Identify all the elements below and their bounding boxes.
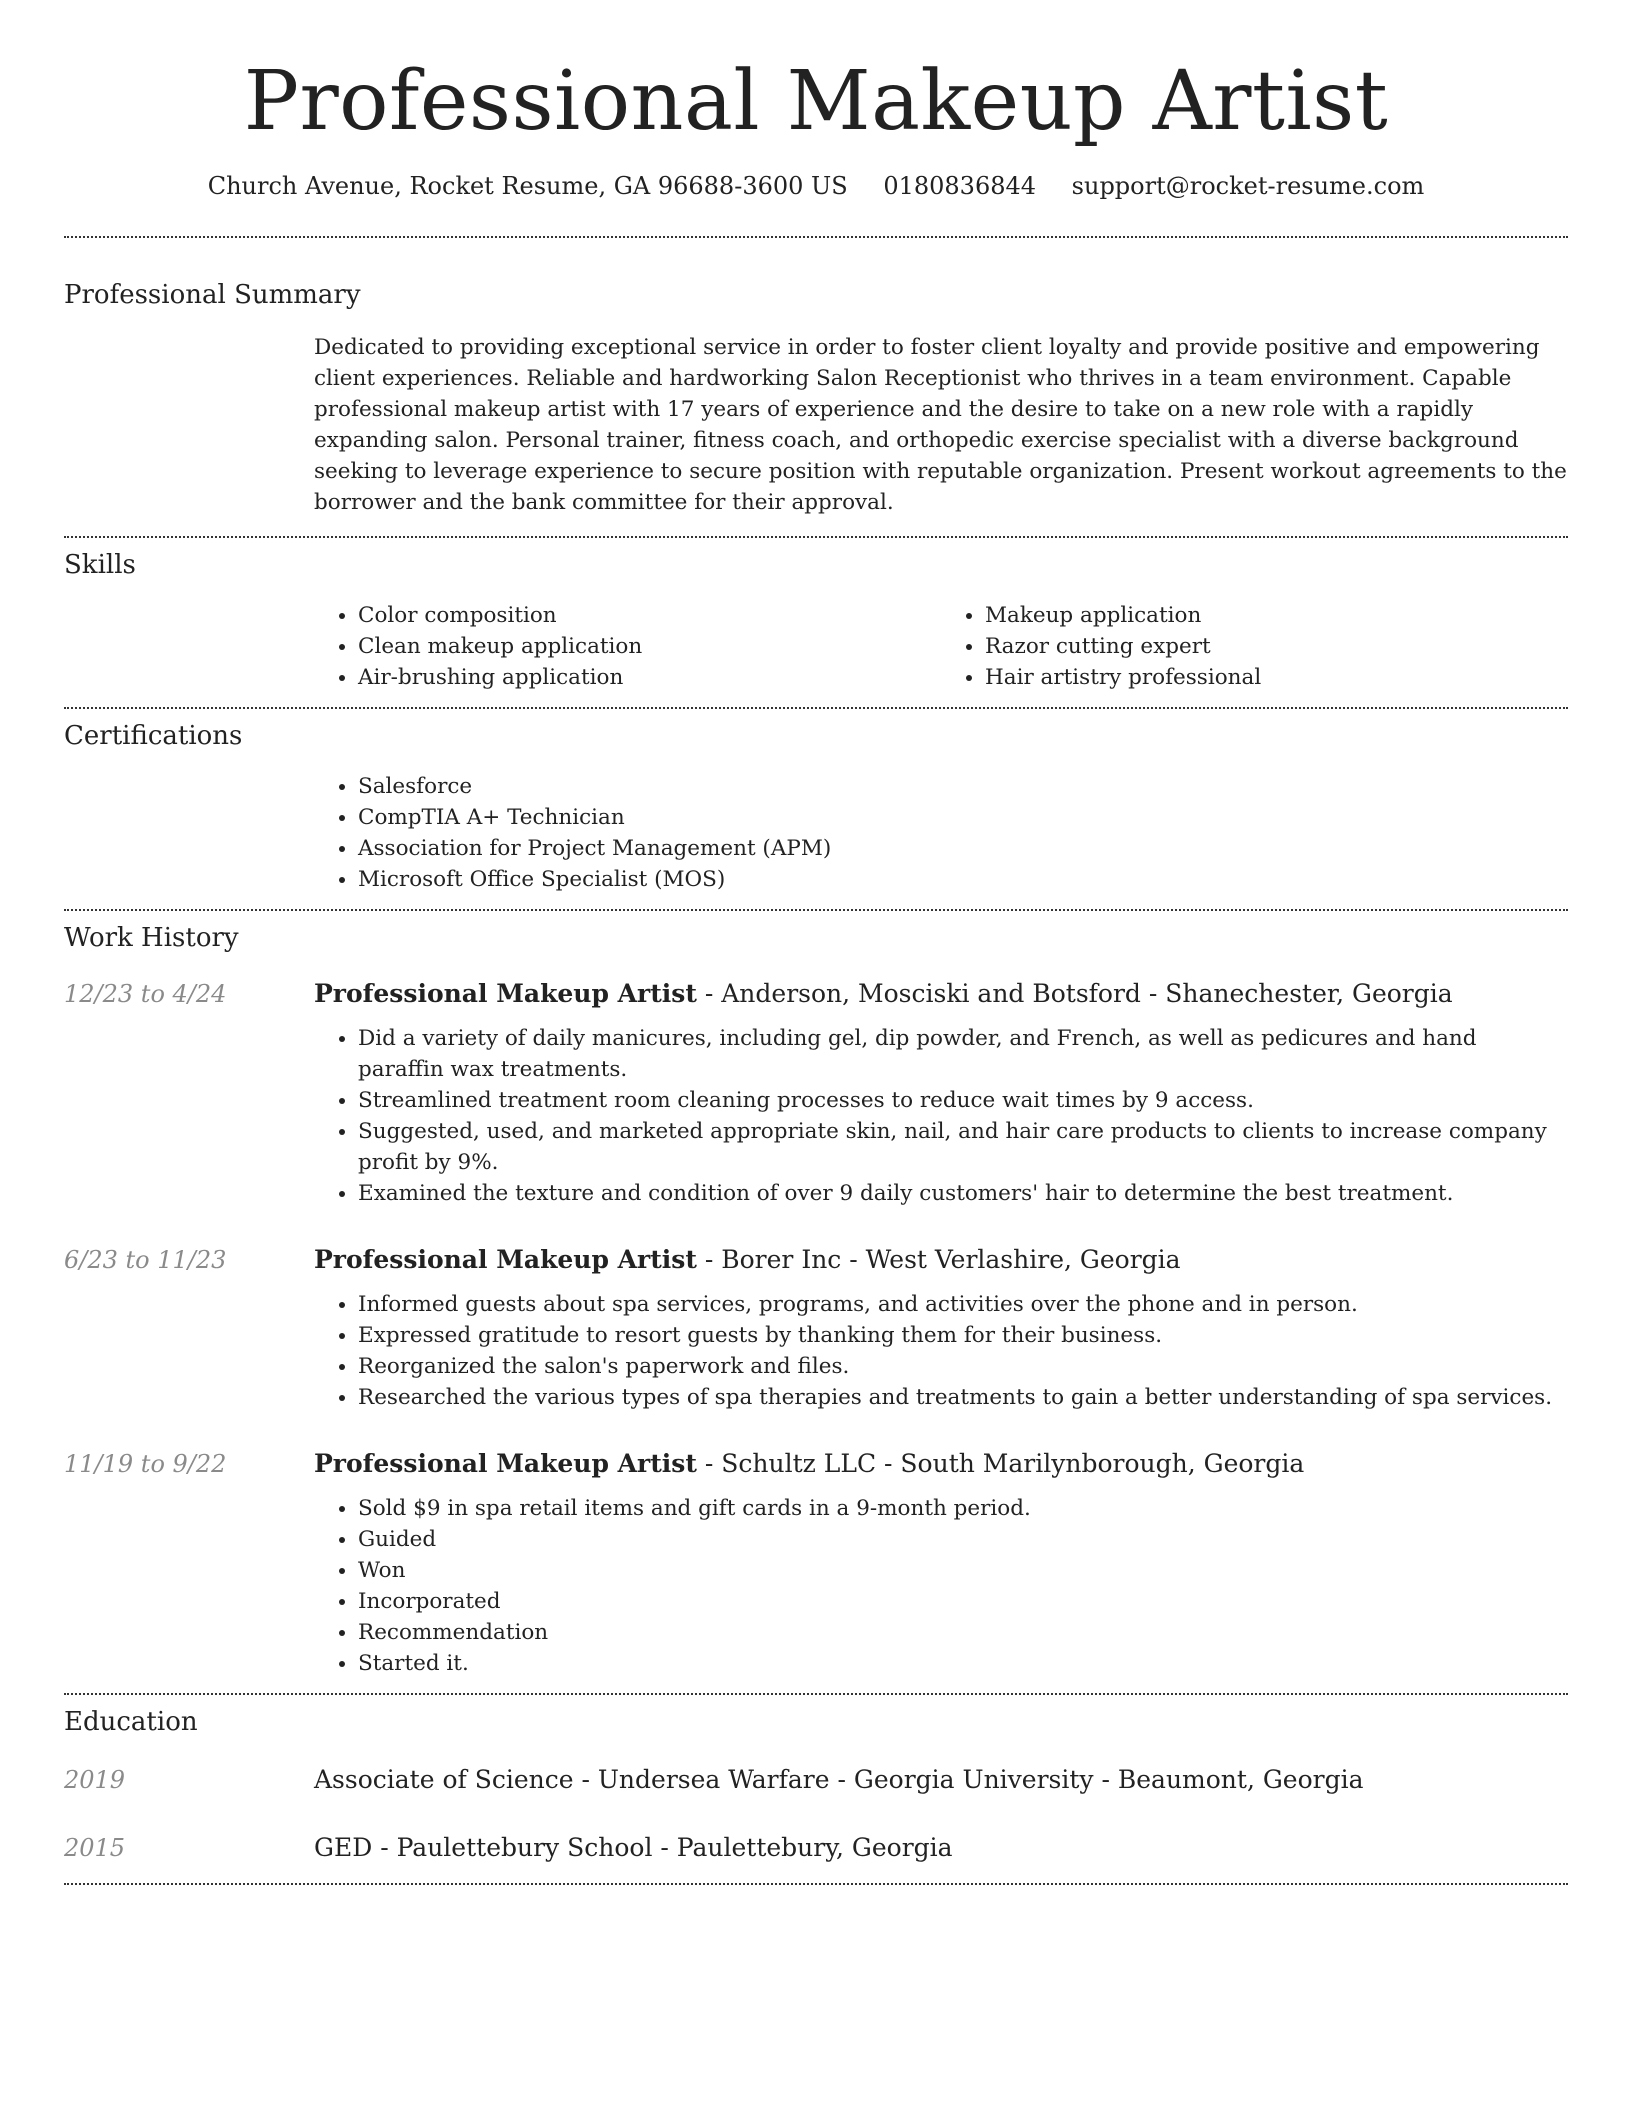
job-bullet: • Examined the texture and condition of over 9 daily customers' hair to determine the best treatment.	[358, 1178, 1568, 1209]
skills-section	[64, 538, 1568, 707]
skill-item: • Hair artistry professional	[985, 662, 1568, 693]
certification-item: • Microsoft Office Specialist (MOS)	[358, 864, 1568, 895]
job-bullet: • Won	[358, 1555, 1568, 1586]
education-entry	[64, 1763, 1568, 1797]
job-bullets	[314, 1023, 1568, 1209]
contact-email: support@rocket-resume.com	[1071, 172, 1425, 200]
certification-item: • CompTIA A+ Technician	[358, 802, 1568, 833]
candidate-name: Professional Makeup Artist	[243, 54, 1389, 149]
skills-list-left	[314, 600, 941, 693]
job-bullet: • Researched the various types of spa therapies and treatments to gain a better understanding of spa services.	[358, 1382, 1568, 1413]
job-bullet: • Did a variety of daily manicures, including gel, dip powder, and French, as well as pedicures and hand paraffin wax treatments.	[358, 1023, 1568, 1085]
job-bullet: • Started it.	[358, 1648, 1568, 1679]
contact-address: Church Avenue, Rocket Resume, GA 96688-3600 US	[207, 172, 848, 200]
education-entry	[64, 1831, 1568, 1865]
certifications-section	[64, 709, 1568, 909]
education-year: 2015	[64, 1834, 126, 1862]
section-title-skills: Skills	[64, 550, 136, 580]
job-bullet: • Suggested, used, and marketed appropriate skin, nail, and hair care products to clients to increase company profit by 9%.	[358, 1116, 1568, 1178]
certification-item: • Salesforce	[358, 771, 1568, 802]
divider	[64, 1883, 1568, 1885]
skill-item: • Makeup application	[985, 600, 1568, 631]
job-entry	[64, 977, 1568, 1209]
job-role: Professional Makeup Artist	[314, 1449, 697, 1478]
education-section	[64, 1695, 1568, 1883]
job-details: - Schultz LLC - South Marilynborough, Georgia	[696, 1449, 1305, 1478]
job-entry	[64, 1447, 1568, 1679]
section-title-certifications: Certifications	[64, 721, 243, 751]
education-text: GED - Paulettebury School - Paulettebury, Georgia	[314, 1833, 953, 1862]
skill-item: • Clean makeup application	[358, 631, 941, 662]
job-details: - Anderson, Mosciski and Botsford - Shanechester, Georgia	[696, 979, 1453, 1008]
job-dates: 6/23 to 11/23	[64, 1246, 227, 1274]
job-dates: 12/23 to 4/24	[64, 980, 227, 1008]
job-bullet: • Informed guests about spa services, programs, and activities over the phone and in person.	[358, 1289, 1568, 1320]
job-bullets	[314, 1493, 1568, 1679]
skills-list-right	[941, 600, 1568, 693]
job-entry	[64, 1243, 1568, 1413]
summary-section	[64, 238, 1568, 536]
certifications-list	[314, 771, 1568, 895]
job-details: - Borer Inc - West Verlashire, Georgia	[696, 1245, 1181, 1274]
job-role: Professional Makeup Artist	[314, 1245, 697, 1274]
section-title-summary: Professional Summary	[64, 280, 361, 310]
certification-item: • Association for Project Management (APM)	[358, 833, 1568, 864]
skill-item: • Air-brushing application	[358, 662, 941, 693]
work-history-section	[64, 911, 1568, 1693]
section-title-work-history: Work History	[64, 923, 239, 953]
skill-item: • Razor cutting expert	[985, 631, 1568, 662]
job-title	[314, 1243, 1568, 1277]
contact-line	[64, 170, 1568, 202]
contact-phone: 0180836844	[883, 172, 1037, 200]
job-bullet: • Reorganized the salon's paperwork and files.	[358, 1351, 1568, 1382]
job-bullet: • Recommendation	[358, 1617, 1568, 1648]
job-role: Professional Makeup Artist	[314, 979, 697, 1008]
education-year: 2019	[64, 1766, 126, 1794]
job-dates: 11/19 to 9/22	[64, 1450, 227, 1478]
job-bullet: • Sold $9 in spa retail items and gift cards in a 9-month period.	[358, 1493, 1568, 1524]
job-bullet: • Streamlined treatment room cleaning processes to reduce wait times by 9 access.	[358, 1085, 1568, 1116]
job-bullets	[314, 1289, 1568, 1413]
skill-item: • Color composition	[358, 600, 941, 631]
job-bullet: • Expressed gratitude to resort guests by thanking them for their business.	[358, 1320, 1568, 1351]
job-bullet: • Incorporated	[358, 1586, 1568, 1617]
summary-text: Dedicated to providing exceptional service in order to foster client loyalty and provide positive and empowering client experiences. Reliable and hardworking Salon Receptionist who thrives in a team environment. Capable professional makeup artist with 17 years of experience and the desire to take on a new role with a rapidly expanding salon. Personal trainer, fitness coach, and orthopedic exercise specialist with a diverse background seeking to leverage experience to secure position with reputable organization. Present workout agreements to the borrower and the bank committee for their approval.	[314, 335, 1567, 515]
resume-header	[64, 0, 1568, 202]
education-text: Associate of Science - Undersea Warfare - Georgia University - Beaumont, Georgia	[314, 1765, 1364, 1794]
section-title-education: Education	[64, 1707, 198, 1737]
job-title	[314, 1447, 1568, 1481]
job-title	[314, 977, 1568, 1011]
job-bullet: • Guided	[358, 1524, 1568, 1555]
